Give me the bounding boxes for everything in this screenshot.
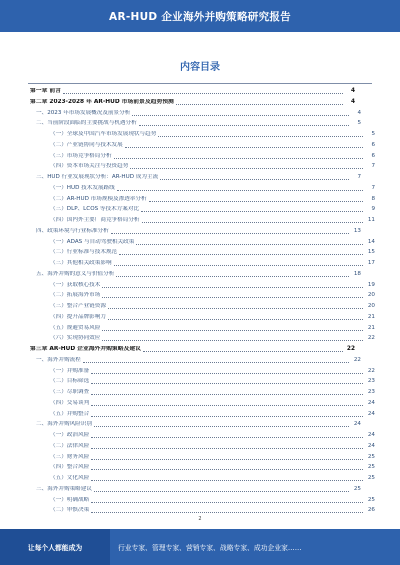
toc-entry[interactable]: [30, 356, 361, 364]
toc-entry[interactable]: [30, 184, 375, 192]
page-number: 2: [198, 516, 202, 522]
toc-entry-page: 13: [353, 227, 361, 234]
toc-entry-title: （二）AR-HUD 市场规模及渗透率分析: [50, 195, 147, 202]
toc-entry[interactable]: [30, 506, 375, 514]
toc-entry-page: 5: [357, 120, 361, 127]
toc-dot-leader: [91, 469, 363, 470]
toc-entry[interactable]: [30, 270, 361, 278]
toc-dot-leader: [63, 93, 343, 94]
toc-entry-title: （五）并购整合: [50, 410, 90, 417]
toc-entry-title: 五、海外并购的意义与价值分析: [36, 270, 115, 277]
toc-dot-leader: [91, 394, 363, 395]
toc-entry[interactable]: [30, 463, 375, 471]
toc-entry-title: （二）审慎决策: [50, 507, 90, 514]
toc-dot-leader: [102, 287, 363, 288]
toc-entry-page: 6: [371, 152, 375, 159]
toc-dot-leader: [91, 480, 363, 481]
toc-entry-page: 11: [367, 217, 375, 223]
toc-entry-title: （二）目标筛选: [50, 378, 90, 385]
toc-dot-leader: [91, 502, 363, 503]
toc-dot-leader: [136, 244, 363, 245]
toc-entry-page: 14: [367, 238, 375, 245]
toc-entry[interactable]: [30, 496, 375, 504]
toc-entry-title: （三）尽职调查: [50, 389, 90, 395]
toc-dot-leader: [102, 330, 363, 331]
toc-entry[interactable]: [30, 442, 375, 450]
toc-entry[interactable]: [30, 205, 375, 213]
toc-entry[interactable]: [30, 119, 361, 127]
toc-entry[interactable]: [30, 87, 355, 95]
toc-entry-title: （一）获取核心技术: [50, 281, 101, 288]
toc-entry[interactable]: [30, 227, 361, 235]
footer-slogan: 行业专家、管理专家、营销专家、战略专家、成功企业家……: [118, 544, 302, 552]
toc-entry-page: 4: [357, 109, 361, 116]
toc-entry-page: 17: [367, 260, 375, 266]
toc-entry[interactable]: [30, 302, 375, 310]
toc-entry-page: 20: [367, 303, 375, 309]
toc-dot-leader: [141, 211, 363, 212]
toc-entry-title: （五）规避贸易风险: [50, 324, 101, 331]
toc-entry-page: 24: [367, 399, 375, 406]
toc-entry-title: （三）DLP、LCOS 等技术方案对比: [50, 206, 140, 213]
toc-dot-leader: [142, 222, 363, 223]
toc-dot-leader: [125, 147, 363, 148]
toc-entry[interactable]: [30, 345, 355, 353]
toc-entry-title: （二）产业链协同与技术发展: [50, 141, 123, 148]
toc-entry-title: （二）拓展海外市场: [50, 292, 101, 299]
toc-dot-leader: [91, 448, 363, 449]
toc-entry-title: （三）市场竞争格局分析: [50, 152, 112, 159]
toc-entry[interactable]: [30, 248, 375, 256]
toc-dot-leader: [91, 512, 363, 513]
toc-dot-leader: [94, 491, 349, 492]
toc-entry[interactable]: [30, 313, 375, 321]
toc-entry-page: 6: [371, 141, 375, 148]
toc-entry-title: （一）并购准备: [50, 367, 90, 374]
toc-entry-title: （一）HUD 技术发展路线: [50, 184, 115, 191]
toc-dot-leader: [108, 319, 363, 320]
toc-entry-page: 18: [353, 270, 361, 277]
toc-entry-title: 四、政策环境与行业标准分析: [36, 227, 109, 234]
toc-entry[interactable]: [30, 98, 355, 106]
footer-brand: 让每个人都能成为: [0, 529, 110, 565]
toc-entry-title: 二、当前阶段面临的主要挑战与机遇分析: [36, 120, 137, 127]
toc-entry-title: （一）ADAS 与自动驾驶相关政策: [50, 238, 135, 245]
toc-entry-page: 22: [353, 356, 361, 363]
toc-entry[interactable]: [30, 195, 375, 203]
toc-dot-leader: [102, 297, 363, 298]
toc-entry-page: 24: [367, 442, 375, 449]
toc-entry[interactable]: [30, 410, 375, 418]
toc-entry-page: 7: [357, 174, 361, 180]
toc-dot-leader: [91, 416, 363, 417]
toc-dot-leader: [143, 351, 343, 352]
toc-entry[interactable]: [30, 420, 361, 428]
toc-dot-leader: [91, 437, 363, 438]
toc-entry-page: 19: [367, 281, 375, 288]
toc-entry-page: 4: [350, 98, 355, 105]
toc-entry[interactable]: [30, 431, 375, 439]
toc-dot-leader: [119, 254, 363, 255]
toc-entry[interactable]: [30, 324, 375, 332]
toc-entry-title: （四）交易谈判: [50, 399, 90, 406]
toc-entry[interactable]: [30, 453, 375, 461]
toc-entry-page: 22: [367, 367, 375, 374]
toc-entry-page: 26: [367, 507, 375, 514]
toc-entry-title: （三）财务风险: [50, 453, 90, 460]
toc-dot-leader: [83, 362, 349, 363]
toc-entry-page: 9: [371, 206, 375, 213]
toc-entry-title: （一）明确战略: [50, 496, 90, 503]
toc-entry-page: 24: [367, 410, 375, 417]
toc-dot-leader: [108, 308, 363, 309]
toc-dot-leader: [160, 179, 349, 180]
toc-entry-title: 一、海外并购流程: [36, 356, 81, 363]
toc-entry[interactable]: [30, 109, 361, 117]
toc-entry[interactable]: [30, 399, 375, 407]
toc-entry[interactable]: [30, 238, 375, 246]
toc-entry-title: （三）其他相关政策影响: [50, 260, 112, 266]
toc-entry[interactable]: [30, 130, 375, 138]
toc-dot-leader: [158, 136, 363, 137]
toc-dot-leader: [91, 383, 363, 384]
toc-entry-page: 22: [346, 346, 355, 352]
toc-entry-title: 二、海外并购风险识别: [36, 421, 92, 428]
toc-entry-page: 21: [367, 313, 375, 320]
toc-entry-title: （四）提升品牌影响力: [50, 313, 106, 320]
toc-dot-leader: [114, 158, 363, 159]
toc-dot-leader: [114, 265, 363, 266]
toc-entry-title: （二）法律风险: [50, 442, 90, 449]
toc-entry-page: 23: [367, 389, 375, 395]
toc-dot-leader: [117, 190, 363, 191]
toc-entry-page: 24: [367, 432, 375, 438]
toc-dot-leader: [130, 168, 363, 169]
toc-entry[interactable]: [30, 474, 375, 482]
toc-entry-title: 一、2023 年市场发展概况及前景分析: [36, 109, 131, 116]
toc-dot-leader: [149, 201, 363, 202]
toc-entry-page: 20: [367, 292, 375, 299]
toc-entry[interactable]: [30, 216, 375, 224]
toc-dot-leader: [91, 459, 363, 460]
toc-dot-leader: [139, 125, 349, 126]
toc-entry-page: 4: [350, 88, 355, 94]
toc-entry-title: 第三章 AR-HUD 企业海外并购策略及建议: [30, 346, 141, 352]
toc-entry[interactable]: [30, 388, 375, 396]
toc-entry-title: （四）国内外主要厂商竞争格局分析: [50, 217, 140, 223]
toc-dot-leader: [91, 405, 363, 406]
toc-entry-page: 25: [353, 485, 361, 492]
toc-entry-page: 7: [371, 163, 375, 170]
toc-dot-leader: [102, 340, 363, 341]
toc-dot-leader: [111, 233, 349, 234]
toc-entry-page: 8: [371, 195, 375, 202]
toc-entry-page: 25: [367, 496, 375, 503]
toc-entry[interactable]: [30, 141, 375, 149]
toc-entry-page: 25: [367, 475, 375, 481]
report-header-banner: [0, 0, 400, 32]
toc-entry-title: 第一章 前言: [30, 88, 62, 94]
toc-entry[interactable]: [30, 281, 375, 289]
toc-entry-title: （六）实现协同效应: [50, 335, 101, 342]
toc-entry-page: 25: [367, 464, 375, 471]
report-title: AR-HUD 企业海外并购策略研究报告: [109, 10, 291, 23]
toc-entry-page: 23: [367, 378, 375, 385]
footer-banner: [0, 529, 400, 565]
toc-entry-title: （三）整合产业链资源: [50, 303, 106, 309]
toc-entry-title: （二）行业标准与技术规范: [50, 249, 118, 256]
toc-entry-page: 15: [367, 249, 375, 256]
toc-dot-leader: [176, 104, 343, 105]
toc-entry-page: 25: [367, 453, 375, 460]
toc-entry-page: 7: [371, 184, 375, 191]
toc-dot-leader: [132, 115, 349, 116]
toc-entry-page: 22: [367, 335, 375, 342]
toc-entry[interactable]: [30, 291, 375, 299]
toc-entry-title: （一）政治风险: [50, 432, 90, 438]
toc-entry[interactable]: [30, 334, 375, 342]
toc-entry[interactable]: [30, 152, 375, 160]
toc-title: 内容目录: [180, 62, 220, 73]
toc-entry[interactable]: [30, 173, 361, 181]
toc-entry-page: 5: [371, 131, 375, 137]
toc-entry[interactable]: [30, 367, 375, 375]
toc-entry-title: 三、海外并购策略建议: [36, 485, 92, 492]
toc-divider: [28, 83, 372, 84]
toc-entry[interactable]: [30, 485, 361, 493]
toc-entry-title: （四）整合风险: [50, 464, 90, 471]
toc-entry[interactable]: [30, 259, 375, 267]
toc-entry-title: 第二章 2023-2028 年 AR-HUD 市场前景及趋势预测: [30, 98, 174, 105]
toc-entry[interactable]: [30, 377, 375, 385]
toc-dot-leader: [116, 276, 349, 277]
toc-entry-page: 21: [367, 324, 375, 331]
toc-entry-title: 三、HUD 行业发展现状分析：AR-HUD 成为主流: [36, 174, 159, 180]
toc-dot-leader: [91, 373, 363, 374]
toc-entry-title: （一）全球及中国汽车市场发展现状与趋势: [50, 131, 157, 137]
toc-entry-title: （四）资本市场关注与投资趋势: [50, 163, 129, 170]
toc-dot-leader: [94, 426, 349, 427]
toc-entry[interactable]: [30, 162, 375, 170]
toc-entry-page: 24: [353, 421, 361, 428]
toc-entry-title: （五）文化风险: [50, 475, 90, 481]
